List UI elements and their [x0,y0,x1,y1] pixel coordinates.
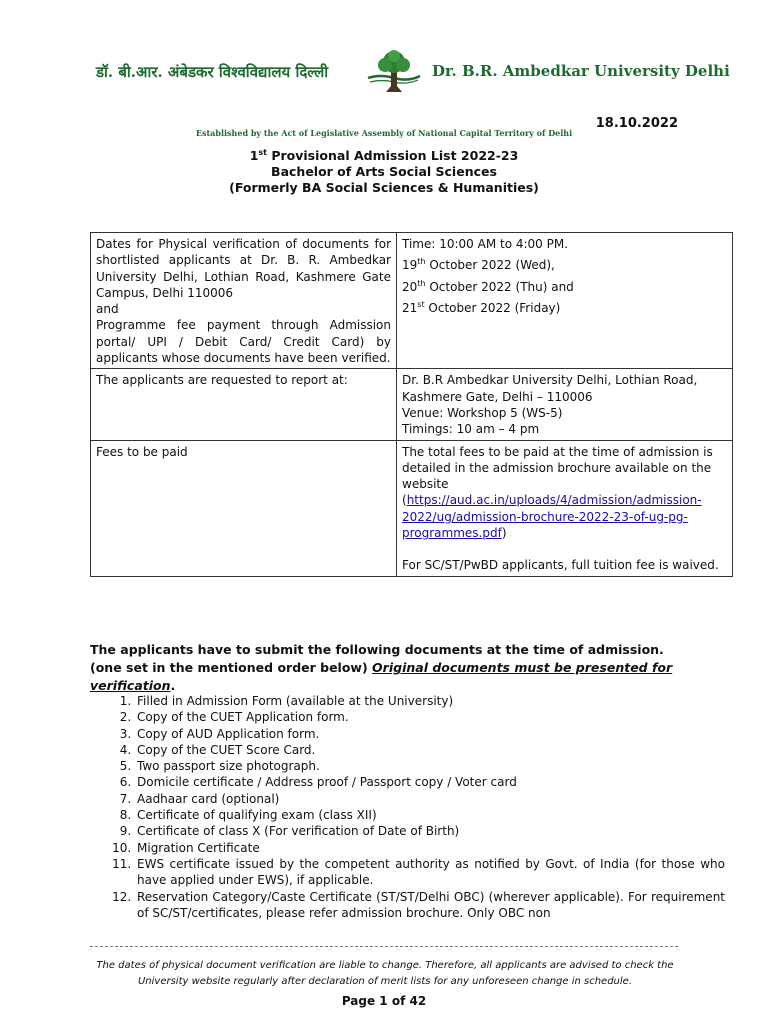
table-row [91,233,733,369]
verification-date-3 [402,300,727,316]
list-item: 1. Filled in Admission Form (available at the University) [135,693,725,709]
table-row [91,440,733,576]
date-day: 21 [402,300,418,315]
page-of: of [387,994,410,1008]
list-title [0,148,768,164]
document-date: 18.10.2022 [595,116,678,131]
report-address: Dr. B.R Ambedkar University Delhi, Lothian Road, Kashmere Gate, Delhi – 110006 [402,373,698,404]
documents-intro-end: . [170,678,176,693]
verification-and: and [96,302,119,317]
brochure-link[interactable]: https://aud.ac.in/uploads/4/admission/admission-2022/ug/admission-brochure-2022-23-of-ug-pg-programmes.pdf [402,493,702,541]
date-rest: October 2022 (Thu) and [425,279,574,294]
documents-list [90,693,725,921]
list-item: 6. Domicile certificate / Address proof / Passport copy / Voter card [135,774,725,790]
list-item: 3. Copy of AUD Application form. [135,726,725,742]
university-name-hindi: डॉ. बी.आर. अंबेडकर विश्वविद्यालय दिल्ली [96,63,329,81]
title-ordinal-suffix: st [258,147,267,157]
list-title-block [0,148,768,196]
link-paren-open: ( [402,493,407,508]
verification-date-1 [402,257,727,273]
university-name-english: Dr. B.R. Ambedkar University Delhi [432,62,730,80]
fee-waiver-note: For SC/ST/PwBD applicants, full tuition fee is waived. [402,558,719,573]
report-venue: Venue: Workshop 5 (WS-5) [402,405,563,420]
link-paren-close: ) [501,526,507,541]
table-cell-report-location [397,369,733,440]
table-cell-verification-label [91,233,397,369]
page-total: 42 [409,994,427,1008]
date-day: 20 [402,279,418,294]
list-item: 8. Certificate of qualifying exam (class XII) [135,807,725,823]
date-suffix: th [417,257,426,267]
established-note: Established by the Act of Legislative Assembly of National Capital Territory of Delhi [195,128,573,138]
table-cell-verification-dates [397,233,733,369]
list-item: 12. Reservation Category/Caste Certificate (ST/ST/Delhi OBC) (wherever applicable). For requirement of SC/ST/certificates, please refer admission brochure. Only OBC non [135,889,725,922]
tree-logo-icon [366,48,422,94]
date-suffix: th [417,278,426,288]
table-cell-report-label: The applicants are requested to report at: [91,369,397,440]
list-item: 11. EWS certificate issued by the competent authority as notified by Govt. of India (for those who have applied under EWS), if applicable. [135,856,725,889]
title-text: Provisional Admission List 2022-23 [266,148,519,163]
page-prefix: Page [341,994,380,1008]
list-item: 5. Two passport size photograph. [135,758,725,774]
date-rest: October 2022 (Friday) [424,300,561,315]
page-current: 1 [379,994,388,1008]
verification-time: Time: 10:00 AM to 4:00 PM. [402,237,569,251]
verification-description: Dates for Physical verification of documents for shortlisted applicants at Dr. B. R. Ambedkar University Delhi, Lothian Road, Kashmere Gate Campus, Delhi 110006 [96,237,391,300]
brochure-link-line [402,492,727,541]
footer-divider [90,946,678,947]
page-number [0,994,768,1008]
fees-description: The total fees to be paid at the time of admission is detailed in the admission brochure available on the website [402,444,713,492]
date-rest: October 2022 (Wed), [425,258,555,273]
report-timings: Timings: 10 am – 4 pm [402,422,540,437]
list-item: 2. Copy of the CUET Application form. [135,709,725,725]
date-suffix: st [417,299,425,309]
programme-name: Bachelor of Arts Social Sciences [271,164,497,179]
title-ordinal: 1 [249,148,259,163]
date-day: 19 [402,258,418,273]
table-cell-fees-label: Fees to be paid [91,440,397,576]
table-row [91,369,733,440]
verification-date-2 [402,279,727,295]
footer-note: The dates of physical document verification are liable to change. Therefore, all applicants are advised to check the University website regularly after declaration of merit lists for any unforeseen change in schedule. [96,960,674,987]
list-item: 10. Migration Certificate [135,840,725,856]
list-item: 4. Copy of the CUET Score Card. [135,742,725,758]
programme-former-name: (Formerly BA Social Sciences & Humanities) [229,180,539,195]
table-cell-fees-details [397,440,733,576]
documents-intro [90,641,680,695]
fee-payment-description: Programme fee payment through Admission portal/ UPI / Debit Card/ Credit Card) by applicants whose documents have been verified. [96,318,391,366]
list-item: 9. Certificate of class X (For verification of Date of Birth) [135,823,725,839]
documents-intro-emphasis: Original documents must be presented for verification [90,660,673,693]
list-item: 7. Aadhaar card (optional) [135,791,725,807]
documents-intro-text: The applicants have to submit the following documents at the time of admission. (one set in the mentioned order below) [90,642,664,675]
schedule-table [90,232,733,577]
